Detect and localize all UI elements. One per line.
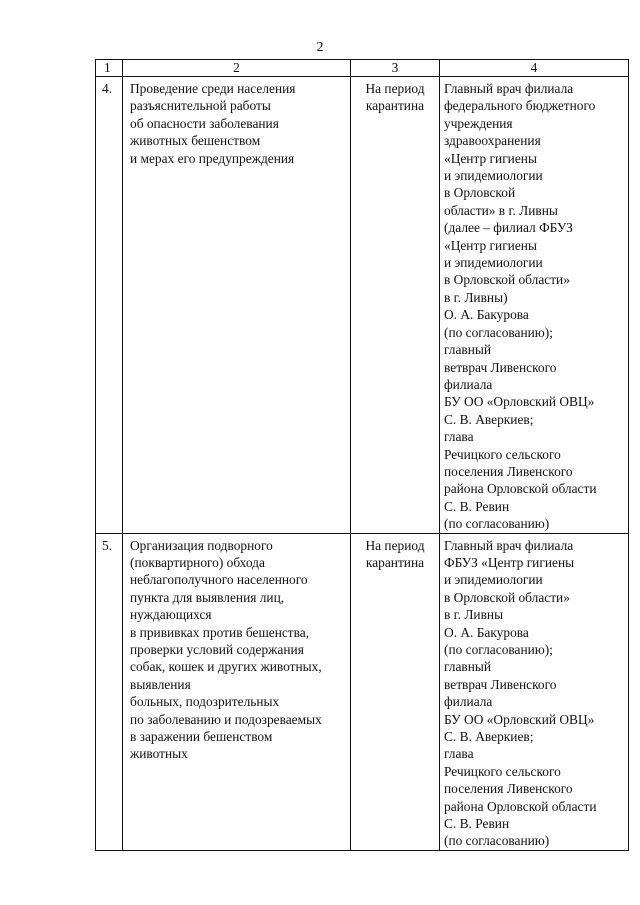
- text-line: выявления: [130, 676, 191, 692]
- text-line: главный: [444, 659, 492, 675]
- text-line: неблагополучного населенного: [130, 572, 308, 588]
- text-line: разъяснительной работы: [130, 98, 271, 114]
- text-line: (по согласованию): [444, 516, 550, 532]
- text-line: С. В. Ревин: [444, 816, 510, 832]
- text-line: Организация подворного: [130, 537, 273, 553]
- measure-text: [123, 533, 351, 850]
- text-line: учреждения: [444, 115, 513, 131]
- text-line: Проведение среди населения: [130, 81, 296, 96]
- text-line: Главный врач филиала: [444, 537, 574, 553]
- text-line: С. В. Аверкиев;: [444, 411, 534, 427]
- text-line: БУ ОО «Орловский ОВЦ»: [444, 711, 595, 727]
- text-line: собак, кошек и других животных,: [130, 659, 322, 675]
- text-line: БУ ОО «Орловский ОВЦ»: [444, 394, 595, 410]
- text-line: ветврач Ливенского: [444, 359, 557, 375]
- text-line: и эпидемиологии: [444, 255, 543, 271]
- text-line: О. А. Бакурова: [444, 307, 529, 323]
- text-line: и эпидемиологии: [444, 168, 543, 184]
- header-column-responsible: 4: [440, 60, 629, 77]
- text-line: района Орловской области: [444, 798, 597, 814]
- text-line: района Орловской области: [444, 481, 597, 497]
- text-line: по заболеванию и подозреваемых: [130, 711, 322, 727]
- text-line: С. В. Ревин: [444, 498, 510, 514]
- text-line: О. А. Бакурова: [444, 624, 529, 640]
- text-line: и эпидемиологии: [444, 572, 543, 588]
- text-line: в прививках против бешенства,: [130, 624, 310, 640]
- table-row: [96, 77, 629, 534]
- text-line: карантина: [365, 98, 425, 114]
- text-line: нуждающихся: [130, 607, 212, 623]
- measures-table: [95, 59, 629, 851]
- text-line: поселения Ливенского: [444, 463, 573, 479]
- text-line: филиала: [444, 694, 493, 710]
- text-line: главный: [444, 342, 492, 358]
- responsible-text: [440, 533, 629, 850]
- text-line: карантина: [365, 554, 425, 570]
- text-line: На период: [365, 537, 425, 553]
- table-header-row: [96, 60, 629, 77]
- text-line: глава: [444, 746, 474, 762]
- text-line: На период: [365, 81, 425, 96]
- text-line: (по согласованию);: [444, 324, 553, 340]
- text-line: в заражении бешенством: [130, 729, 273, 745]
- measure-text: [123, 77, 351, 534]
- text-line: в Орловской: [444, 185, 516, 201]
- text-line: в Орловской области»: [444, 272, 570, 288]
- responsible-text: [440, 77, 629, 534]
- text-line: животных бешенством: [130, 133, 261, 149]
- header-column-number: 1: [96, 60, 123, 77]
- text-line: ФБУЗ «Центр гигиены: [444, 554, 575, 570]
- text-line: ветврач Ливенского: [444, 676, 557, 692]
- text-line: поселения Ливенского: [444, 781, 573, 797]
- text-line: «Центр гигиены: [444, 150, 537, 166]
- period-text: [351, 533, 440, 850]
- text-line: С. В. Аверкиев;: [444, 729, 534, 745]
- text-line: проверки условий содержания: [130, 642, 304, 657]
- text-line: Главный врач филиала: [444, 81, 574, 96]
- text-line: Речицкого сельского: [444, 763, 561, 779]
- period-text: [351, 77, 440, 534]
- header-column-period: 3: [351, 60, 440, 77]
- table-row: [96, 533, 629, 850]
- text-line: в г. Ливны): [444, 289, 508, 305]
- page-number: 2: [316, 40, 324, 55]
- text-line: (по согласованию): [444, 833, 550, 849]
- text-line: (далее – филиал ФБУЗ: [444, 220, 573, 236]
- text-line: пункта для выявления лиц,: [130, 589, 285, 605]
- text-line: глава: [444, 429, 474, 445]
- text-line: животных: [130, 746, 188, 762]
- text-line: об опасности заболевания: [130, 115, 279, 131]
- text-line: филиала: [444, 376, 493, 392]
- text-line: «Центр гигиены: [444, 237, 537, 253]
- row-number: 4.: [96, 77, 123, 534]
- text-line: здравоохранения: [444, 133, 541, 149]
- text-line: в Орловской области»: [444, 589, 570, 605]
- text-line: (поквартирного) обхода: [130, 554, 265, 570]
- text-line: области» в г. Ливны: [444, 202, 558, 218]
- text-line: федерального бюджетного: [444, 98, 596, 114]
- text-line: Речицкого сельского: [444, 446, 561, 462]
- row-number: 5.: [96, 533, 123, 850]
- text-line: больных, подозрительных: [130, 694, 280, 710]
- text-line: и мерах его предупреждения: [130, 150, 295, 166]
- text-line: в г. Ливны: [444, 607, 504, 623]
- header-column-measure: 2: [123, 60, 351, 77]
- text-line: (по согласованию);: [444, 642, 553, 657]
